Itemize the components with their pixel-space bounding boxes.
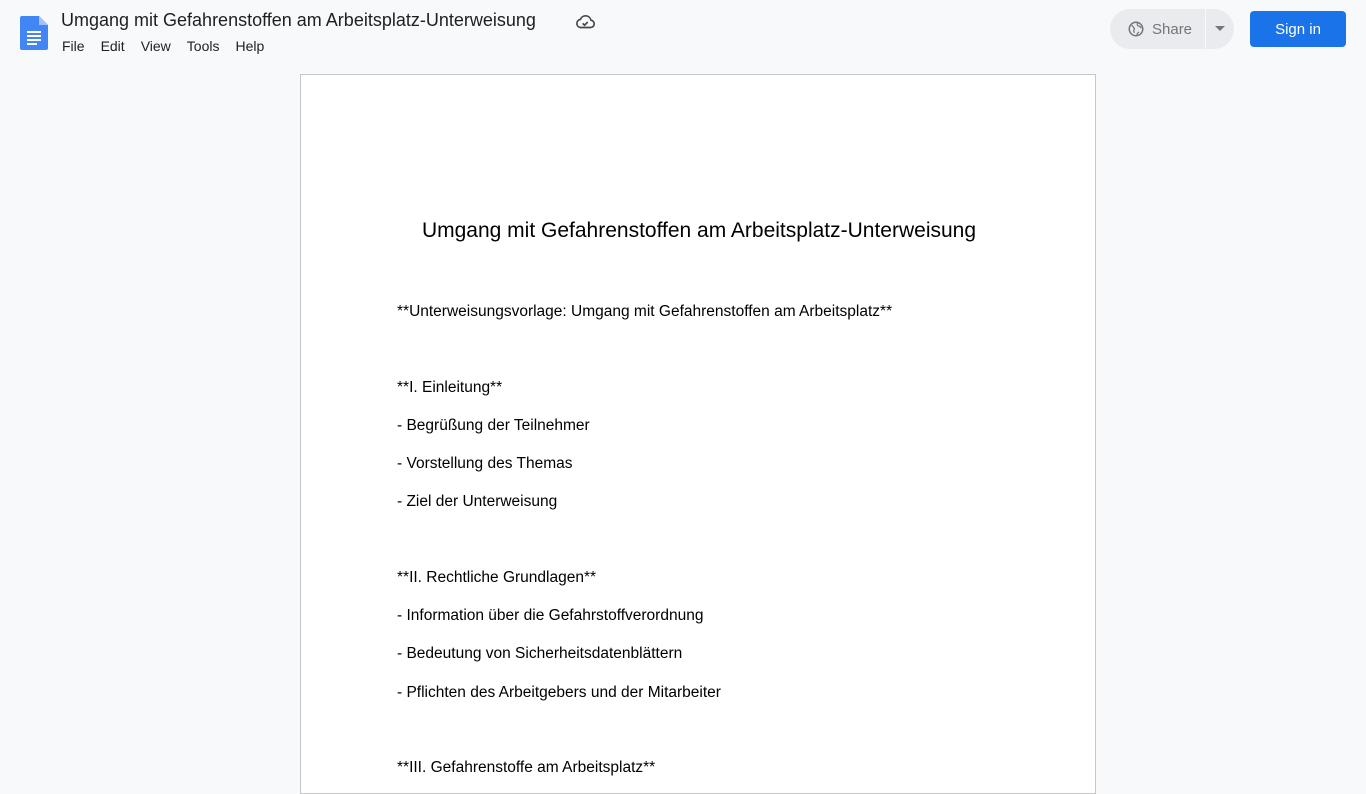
globe-icon <box>1127 20 1145 38</box>
doc-line: - Bedeutung von Sicherheitsdatenblättern <box>397 645 683 662</box>
doc-line: **I. Einleitung** <box>397 379 503 396</box>
cloud-saved-icon[interactable] <box>574 11 596 33</box>
doc-line: - Pflichten des Arbeitgebers und der Mitarbeiter <box>397 684 721 701</box>
menu-view[interactable]: View <box>140 38 171 54</box>
document-heading: Umgang mit Gefahrenstoffen am Arbeitsplatz-Unterweisung <box>421 219 977 242</box>
doc-line: - Ziel der Unterweisung <box>397 493 558 510</box>
menu-edit[interactable]: Edit <box>100 38 125 54</box>
doc-line: **III. Gefahrenstoffe am Arbeitsplatz** <box>397 759 656 776</box>
doc-line: **II. Rechtliche Grundlagen** <box>397 569 597 586</box>
document-page[interactable] <box>300 74 1096 794</box>
share-button[interactable] <box>1110 9 1206 49</box>
app-header <box>0 0 1366 64</box>
menu-file[interactable]: File <box>62 38 85 54</box>
doc-line: - Vorstellung des Themas <box>397 455 573 472</box>
doc-line: **Unterweisungsvorlage: Umgang mit Gefahrenstoffen am Arbeitsplatz** <box>397 303 893 320</box>
menu-bar <box>54 36 272 56</box>
caret-down-icon <box>1215 26 1225 32</box>
menu-help[interactable]: Help <box>235 38 265 54</box>
doc-line: - Information über die Gefahrstoffverordnung <box>397 607 704 624</box>
google-docs-icon[interactable] <box>20 16 48 50</box>
document-title[interactable]: Umgang mit Gefahrenstoffen am Arbeitsplatz-Unterweisung <box>61 10 536 30</box>
share-dropdown-button[interactable] <box>1206 9 1234 49</box>
share-label: Share <box>1152 20 1193 38</box>
share-button-group <box>1110 9 1234 49</box>
menu-tools[interactable]: Tools <box>186 38 220 54</box>
sign-in-button[interactable]: Sign in <box>1250 11 1346 47</box>
doc-line: - Begrüßung der Teilnehmer <box>397 417 590 434</box>
